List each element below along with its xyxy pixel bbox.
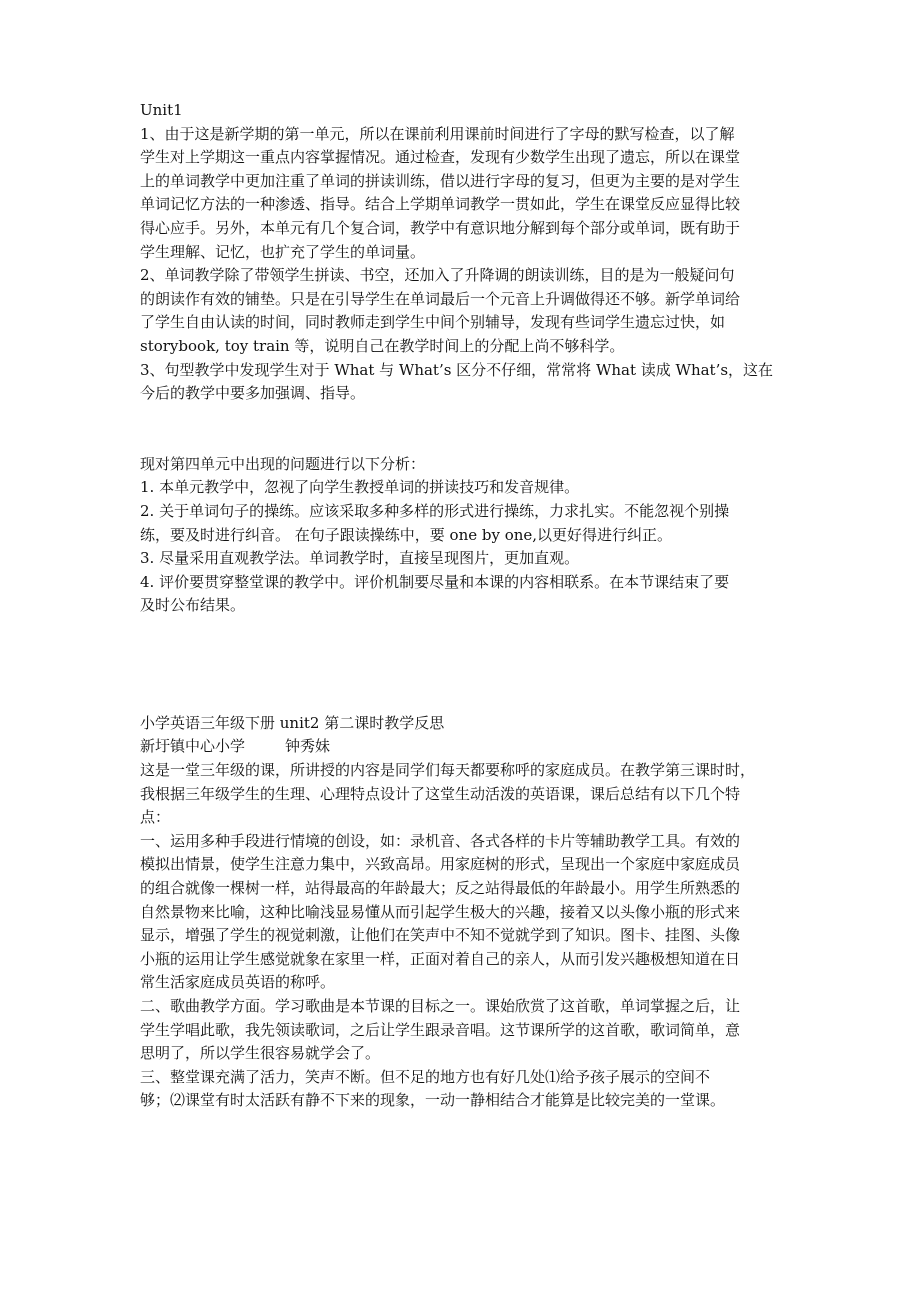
paragraph-line: 点：: [140, 808, 171, 827]
paragraph-line: 思明了，所以学生很容易就学会了。: [140, 1044, 381, 1063]
paragraph-line: 了学生自由认读的时间，同时教师走到学生中间个别辅导，发现有些词学生遗忘过快，如: [140, 313, 726, 332]
author-line: [140, 735, 780, 759]
paragraph-line: 上的单词教学中更加注重了单词的拼读训练，借以进行字母的复习，但更为主要的是对学生: [140, 171, 741, 190]
paragraph-line: 学生理解、记忆，也扩充了学生的单词量。: [140, 242, 426, 261]
section-unit2-reflection: [140, 712, 780, 1113]
paragraph-line: 4. 评价要贯穿整堂课的教学中。评价机制要尽量和本课的内容相联系。在本节课结束了要: [140, 572, 730, 591]
paragraph-line: 一、运用多种手段进行情境的创设，如：录机音、各式各样的卡片等辅助教学工具。有效的: [140, 831, 741, 850]
paragraph-line: 练，要及时进行纠音。 在句子跟读操练中，要 one by one,以更好得进行纠正。: [140, 525, 673, 544]
paragraph-line: 的组合就像一棵树一样，站得最高的年龄最大；反之站得最低的年龄最小。用学生所熟悉的: [140, 879, 741, 898]
section-spacer: [140, 618, 780, 712]
paragraph-line: 单词记忆方法的一种渗透、指导。结合上学期单词教学一贯如此，学生在课堂反应显得比较: [140, 195, 741, 214]
paragraph-line: storybook, toy train 等，说明自己在教学时间上的分配上尚不够科学。: [140, 336, 625, 355]
author-school: 新圩镇中心小学: [140, 737, 246, 756]
paragraph-line: 常生活家庭成员英语的称呼。: [140, 973, 336, 992]
section-title: 小学英语三年级下册 unit2 第二课时教学反思: [140, 713, 445, 732]
paragraph-line: 3、句型教学中发现学生对于 What 与 What’s 区分不仔细，常常将 What 读成 What’s，这在: [140, 360, 774, 379]
paragraph-line: 显示，增强了学生的视觉刺激，让他们在笑声中不知不觉就学到了知识。图卡、挂图、头像: [140, 926, 741, 945]
paragraph-line: 我根据三年级学生的生理、心理特点设计了这堂生动活泼的英语课，课后总结有以下几个特: [140, 784, 741, 803]
document-page: [140, 99, 780, 1113]
section-unit1: [140, 99, 780, 406]
paragraph-line: 自然景物来比喻，这种比喻浅显易懂从而引起学生极大的兴趣，接着又以头像小瓶的形式来: [140, 902, 741, 921]
paragraph-line: 2. 关于单词句子的操练。应该采取多种多样的形式进行操练，力求扎实。不能忽视个别操: [140, 501, 730, 520]
paragraph-line: 二、歌曲教学方面。学习歌曲是本节课的目标之一。课始欣赏了这首歌，单词掌握之后，让: [140, 997, 741, 1015]
paragraph-line: 1. 本单元教学中，忽视了向学生教授单词的拼读技巧和发音规律。: [140, 478, 580, 497]
author-name: 钟秀妹: [285, 737, 331, 756]
paragraph-line: 三、整堂课充满了活力，笑声不断。但不足的地方也有好几处⑴给予孩子展示的空间不: [140, 1067, 711, 1086]
paragraph-line: 现对第四单元中出现的问题进行以下分析：: [140, 454, 426, 473]
paragraph-line: 的朗读作有效的铺垫。只是在引导学生在单词最后一个元音上升调做得还不够。新学单词给: [140, 289, 741, 308]
section-title: Unit1: [140, 101, 183, 119]
paragraph-line: 学生学唱此歌，我先领读歌词，之后让学生跟录音唱。这节课所学的这首歌，歌词简单，意: [140, 1020, 741, 1039]
paragraph-line: 及时公布结果。: [140, 596, 246, 615]
section-unit4-analysis: [140, 453, 780, 618]
paragraph-line: 今后的教学中要多加强调、指导。: [140, 384, 366, 403]
paragraph-line: 3. 尽量采用直观教学法。单词教学时，直接呈现图片，更加直观。: [140, 549, 580, 568]
paragraph-line: 够；⑵课堂有时太活跃有静不下来的现象，一动一静相结合才能算是比较完美的一堂课。: [140, 1091, 726, 1110]
paragraph-line: 2、单词教学除了带领学生拼读、书空，还加入了升降调的朗读训练，目的是为一般疑问句: [140, 266, 735, 285]
paragraph-line: 1、由于这是新学期的第一单元，所以在课前利用课前时间进行了字母的默写检查，以了解: [140, 124, 735, 143]
paragraph-line: 学生对上学期这一重点内容掌握情况。通过检查，发现有少数学生出现了遗忘，所以在课堂: [140, 148, 741, 167]
paragraph-line: 得心应手。另外，本单元有几个复合词，教学中有意识地分解到每个部分或单词，既有助于: [140, 218, 741, 237]
paragraph-line: 这是一堂三年级的课，所讲授的内容是同学们每天都要称呼的家庭成员。在教学第三课时时，: [140, 761, 756, 780]
paragraph-line: 小瓶的运用让学生感觉就象在家里一样，正面对着自己的亲人，从而引发兴趣极想知道在日: [140, 949, 741, 968]
section-spacer: [140, 406, 780, 453]
paragraph-line: 模拟出情景，使学生注意力集中，兴致高昂。用家庭树的形式，呈现出一个家庭中家庭成员: [140, 855, 741, 874]
